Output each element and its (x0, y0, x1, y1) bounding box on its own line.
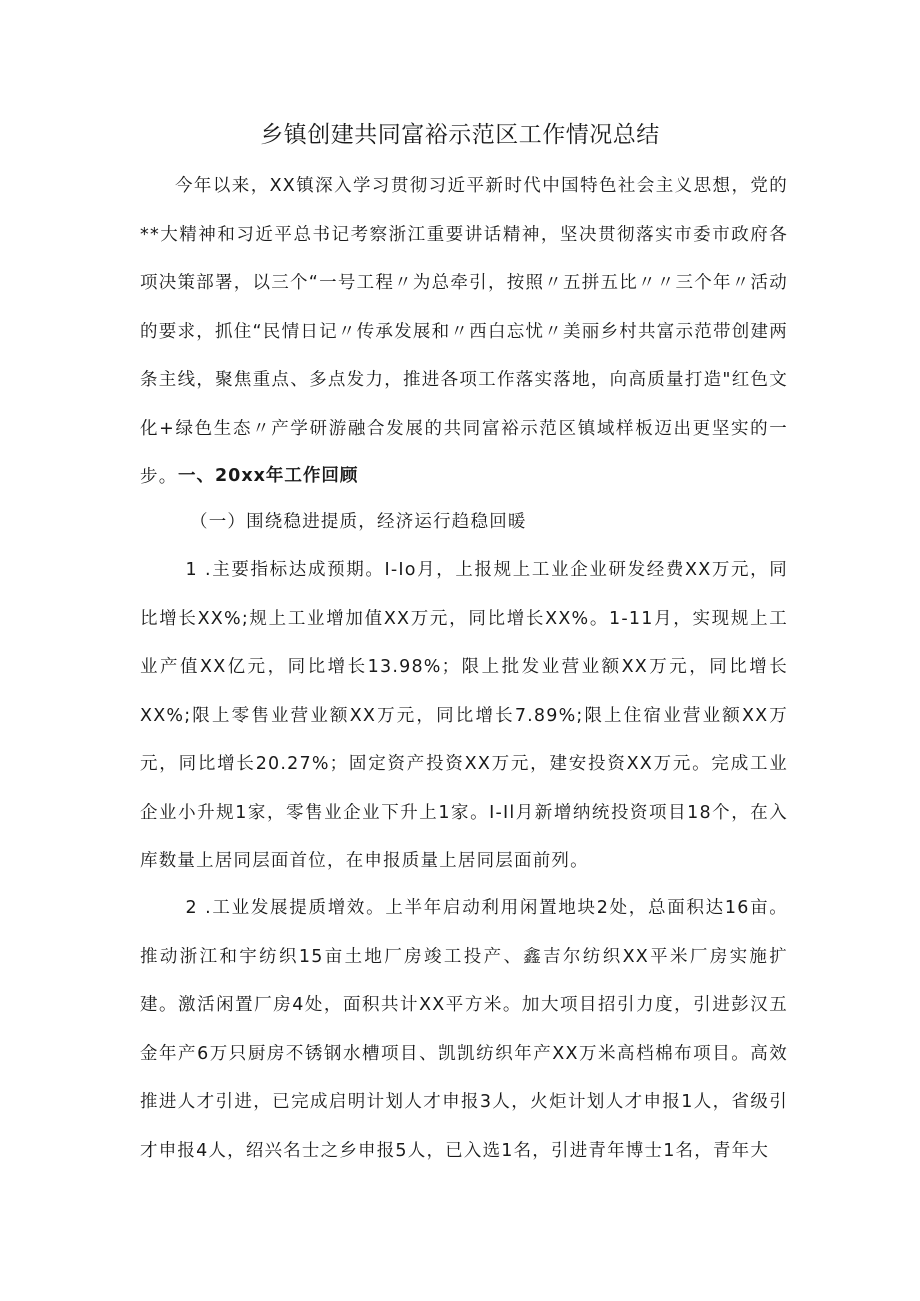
document-title: 乡镇创建共同富裕示范区工作情况总结 (260, 122, 660, 148)
intro-paragraph: 今年以来，XX镇深入学习贯彻习近平新时代中国特色社会主义思想，党的**大精神和习近平总书记考察浙江重要讲话精神，坚决贯彻落实市委市政府各项决策部署，以三个“一号工程〃为总牵引，按照〃五拼五比〃〃三个年〃活动的要求，抓住“民情日记〃传承发展和〃西白忘忧〃美丽乡村共富示范带创建两条主线，聚焦重点、多点发力，推进各项工作落实落地，向高质量打造"红色文化+绿色生态〃产学研游融合发展的共同富裕示范区镇域样板迈出更坚实的一步。 (140, 176, 788, 487)
section-heading: 一、20xx年工作回顾 (178, 466, 359, 486)
paragraph-main-indicators: 1 .主要指标达成预期。I-Io月，上报规上工业企业研发经费XX万元，同比增长XX%;规上工业增加值XX万元，同比增长XX%。1-11月，实现规上工业产值XX亿元，同比增长13.98%；限上批发业营业额XX万元，同比增长XX%;限上零售业营业额XX万元，同比增长7.89%;限上住宿业营业额XX万元，同比增长20.27%；固定资产投资XX万元，建安投资XX万元。完成工业企业小升规1家，零售业企业下升上1家。I-Il月新增纳统投资项目18个，在入库数量上居同层面首位，在申报质量上居同层面前列。 (140, 560, 788, 871)
subsection-heading: （一）围绕稳进提质，经济运行趋稳回暖 (190, 512, 527, 532)
paragraph-industrial-development: 2 .工业发展提质增效。上半年启动利用闲置地块2处，总面积达16亩。推动浙江和宇纺织15亩土地厂房竣工投产、鑫吉尔纺织XX平米厂房实施扩建。激活闲置厂房4处，面积共计XX平方米。加大项目招引力度，引进彭汉五金年产6万只厨房不锈钢水槽项目、凯凯纺织年产XX万米高档棉布项目。高效推进人才引进，已完成启明计划人才申报3人，火炬计划人才申报1人，省级引才申报4人，绍兴名士之乡申报5人，已入选1名，引进青年博士1名，青年大 (140, 898, 788, 1161)
